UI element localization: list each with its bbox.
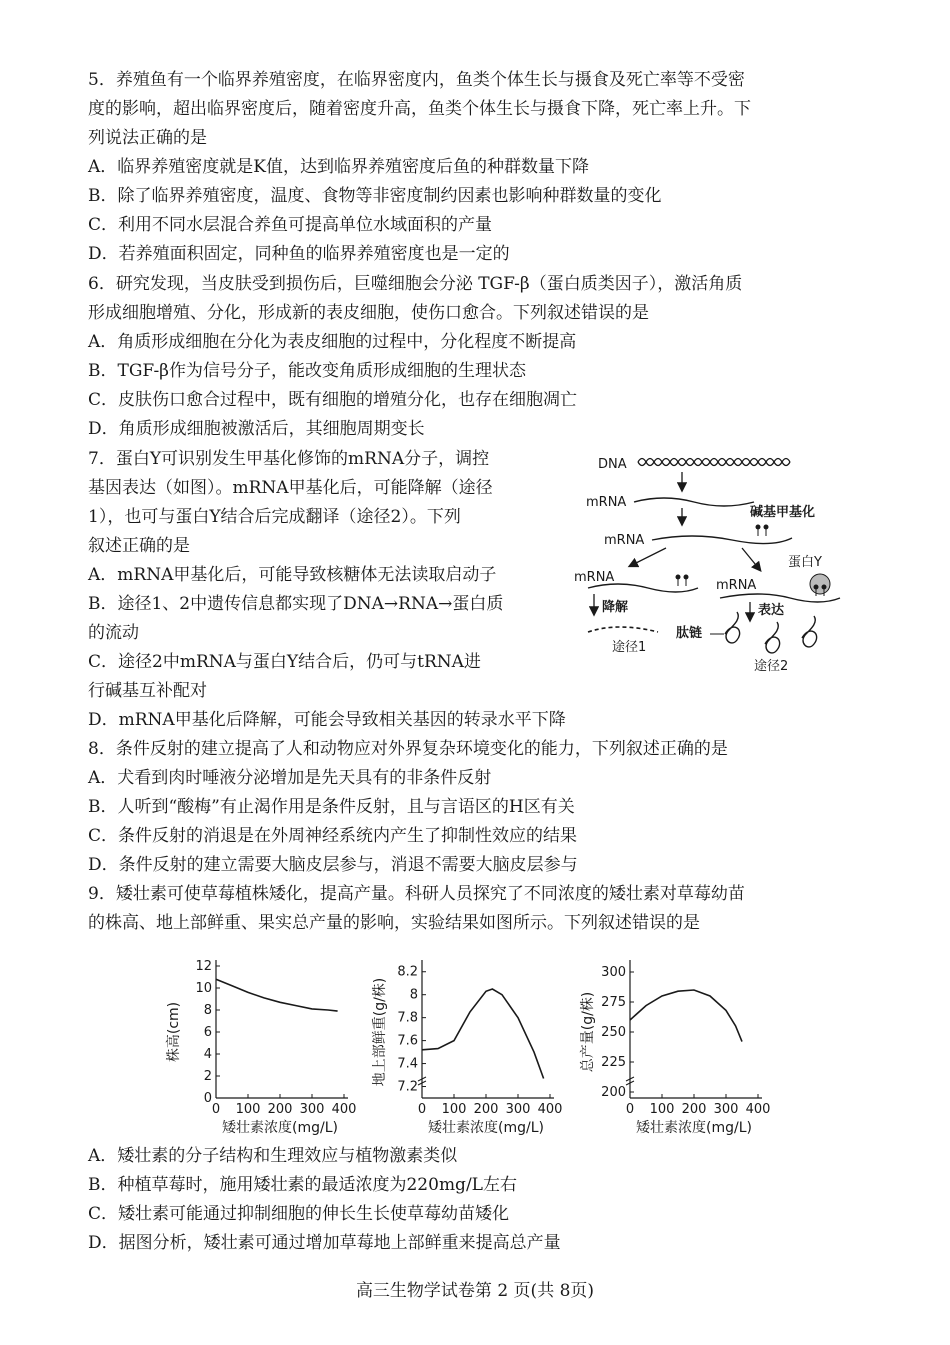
text-line: 的株高、地上部鲜重、果实总产量的影响，实验结果如图所示。下列叙述错误的是 (88, 913, 700, 933)
text-line: 基因表达（如图）。mRNA甲基化后，可能降解（途径 (88, 478, 493, 498)
text-line: B．人听到“酸梅”有止渴作用是条件反射，且与言语区的H区有关 (88, 797, 575, 817)
text-line: C．途径2中mRNA与蛋白Y结合后，仍可与tRNA进 (88, 652, 481, 672)
text-line: 8．条件反射的建立提高了人和动物应对外界复杂环境变化的能力，下列叙述正确的是 (88, 739, 728, 759)
option-b: B．种植草莓时，施用矮壮素的最适浓度为220mg/L左右 (88, 1175, 517, 1195)
x-tick-label: 200 (681, 1102, 707, 1117)
y-tick-label: 8 (409, 987, 418, 1003)
y-tick-label: 7.4 (397, 1056, 418, 1072)
x-tick-label: 300 (713, 1102, 739, 1117)
peptide-chain-icon (725, 612, 740, 643)
y-tick-label: 0 (203, 1091, 212, 1106)
option-d: D．据图分析，矮壮素可通过增加草莓地上部鲜重来提高总产量 (88, 1233, 561, 1253)
y-tick-label: 250 (601, 1025, 626, 1040)
protein-y-label: 蛋白Y (788, 555, 822, 570)
arrow-icon (630, 548, 666, 566)
x-tick-label: 0 (417, 1102, 427, 1117)
text-line: B．途径1、2中遗传信息都实现了DNA→RNA→蛋白质 (88, 594, 504, 614)
y-tick-label: 8 (203, 1003, 212, 1018)
y-tick-label: 7.6 (397, 1033, 418, 1049)
methylation-label: 碱基甲基化 (750, 505, 816, 520)
x-tick-label: 200 (473, 1102, 499, 1117)
y-tick-label: 2 (203, 1069, 212, 1084)
y-tick-label: 200 (601, 1085, 626, 1100)
degrade-label: 降解 (602, 600, 629, 615)
text-line: D．角质形成细胞被激活后，其细胞周期变长 (88, 419, 425, 439)
text-line: A．临界养殖密度就是K值，达到临界养殖密度后鱼的种群数量下降 (88, 157, 589, 177)
x-tick-label: 400 (537, 1102, 563, 1117)
x-tick-label: 100 (649, 1102, 675, 1117)
series-line (216, 979, 338, 1011)
text-line: 列说法正确的是 (88, 128, 207, 148)
x-tick-label: 300 (505, 1102, 531, 1117)
text-line: 6．研究发现，当皮肤受到损伤后，巨噬细胞会分泌 TGF-β（蛋白质类因子），激活角质 (88, 274, 743, 294)
mrna-strand (634, 498, 754, 506)
text-line: B．TGF-β作为信号分子，能改变角质形成细胞的生理状态 (88, 361, 527, 381)
mrna-strand (652, 536, 792, 544)
x-tick-label: 0 (211, 1102, 221, 1117)
y-tick-label: 275 (601, 995, 626, 1010)
mrna-label: mRNA (574, 570, 615, 585)
y-tick-label: 7.8 (397, 1010, 418, 1026)
y-axis-label: 株高(cm) (166, 1001, 182, 1063)
text-line: B．除了临界养殖密度，温度、食物等非密度制约因素也影响种群数量的变化 (88, 186, 662, 206)
y-axis-label: 地上部鲜重(g/株) (372, 977, 388, 1087)
y-tick-label: 300 (601, 965, 626, 980)
path1-label: 途径1 (612, 640, 647, 655)
text-line: 1），也可与蛋白Y结合后完成翻译（途径2）。下列 (88, 507, 461, 527)
x-tick-label: 300 (299, 1102, 325, 1117)
page-footer: 高三生物学试卷第 2 页(共 8页) (355, 1281, 595, 1301)
y-tick-label: 8.2 (397, 964, 418, 980)
y-tick-label: 4 (203, 1047, 212, 1062)
y-tick-label: 7.2 (397, 1079, 418, 1095)
text-line: D．条件反射的建立需要大脑皮层参与，消退不需要大脑皮层参与 (88, 855, 578, 875)
x-tick-label: 0 (625, 1102, 635, 1117)
express-label: 表达 (758, 603, 785, 618)
chart-panel-3 (579, 960, 770, 1136)
text-line: C．条件反射的消退是在外周神经系统内产生了抑制性效应的结果 (88, 826, 578, 846)
mrna-label: mRNA (716, 578, 757, 593)
text-line: 7．蛋白Y可识别发生甲基化修饰的mRNA分子，调控 (88, 449, 490, 469)
arrow-icon (742, 548, 760, 570)
text-line: C．利用不同水层混合养鱼可提高单位水域面积的产量 (88, 215, 493, 235)
mrna-strand (720, 594, 840, 602)
y-tick-label: 12 (195, 959, 212, 974)
peptide-label: 肽链 (676, 626, 703, 641)
y-tick-label: 225 (601, 1055, 626, 1070)
x-tick-label: 400 (745, 1102, 771, 1117)
series-line (630, 990, 742, 1042)
y-axis-label: 总产量(g/株) (580, 991, 596, 1073)
x-axis-label: 矮壮素浓度(mg/L) (636, 1120, 752, 1136)
option-a: A．矮壮素的分子结构和生理效应与植物激素类似 (88, 1146, 458, 1166)
option-c: C．矮壮素可能通过抑制细胞的伸长生长使草莓幼苗矮化 (88, 1204, 510, 1224)
mrna-label: mRNA (586, 495, 627, 510)
text-line: C．皮肤伤口愈合过程中，既有细胞的增殖分化，也存在细胞凋亡 (88, 390, 578, 410)
text-line: 5．养殖鱼有一个临界养殖密度，在临界密度内，鱼类个体生长与摄食及死亡率等不受密 (88, 70, 745, 90)
methyl-group-icon (676, 575, 689, 587)
degraded-mrna (588, 627, 658, 632)
text-line: A．mRNA甲基化后，可能导致核糖体无法读取启动子 (88, 565, 497, 585)
peptide-chain-icon (765, 622, 780, 653)
mrna-strand (588, 584, 698, 592)
text-line: 叙述正确的是 (88, 536, 190, 556)
series-line (422, 989, 544, 1079)
chart-area (160, 948, 800, 1138)
x-axis-label: 矮壮素浓度(mg/L) (222, 1120, 338, 1136)
chart-panel-2 (371, 960, 562, 1136)
text-line: 9．矮壮素可使草莓植株矮化，提高产量。科研人员探究了不同浓度的矮壮素对草莓幼苗 (88, 884, 745, 904)
dna-label: DNA (598, 457, 627, 472)
methyl-group-icon (756, 525, 769, 537)
x-axis-label: 矮壮素浓度(mg/L) (428, 1120, 544, 1136)
mrna-methylation-diagram (570, 448, 860, 680)
text-line: 度的影响，超出临界密度后，随着密度升高，鱼类个体生长与摄食下降，死亡率上升。下 (88, 99, 751, 119)
x-tick-label: 100 (235, 1102, 261, 1117)
y-tick-label: 6 (203, 1025, 212, 1040)
text-line: 行碱基互补配对 (88, 681, 207, 701)
y-tick-label: 10 (195, 981, 212, 996)
peptide-chain-icon (802, 616, 817, 647)
path2-label: 途径2 (754, 659, 789, 674)
text-line: 形成细胞增殖、分化，形成新的表皮细胞，使伤口愈合。下列叙述错误的是 (88, 303, 649, 323)
protein-y-icon (810, 574, 830, 594)
text-line: D．若养殖面积固定，同种鱼的临界养殖密度也是一定的 (88, 244, 510, 264)
x-tick-label: 400 (331, 1102, 357, 1117)
chart-panel-1 (165, 959, 356, 1136)
text-line: A．角质形成细胞在分化为表皮细胞的过程中，分化程度不断提高 (88, 332, 577, 352)
mrna-label: mRNA (604, 533, 645, 548)
text-line: D．mRNA甲基化后降解，可能会导致相关基因的转录水平下降 (88, 710, 566, 730)
text-line: A．犬看到肉时唾液分泌增加是先天具有的非条件反射 (88, 768, 492, 788)
x-tick-label: 200 (267, 1102, 293, 1117)
text-line: 的流动 (88, 623, 139, 643)
x-tick-label: 100 (441, 1102, 467, 1117)
